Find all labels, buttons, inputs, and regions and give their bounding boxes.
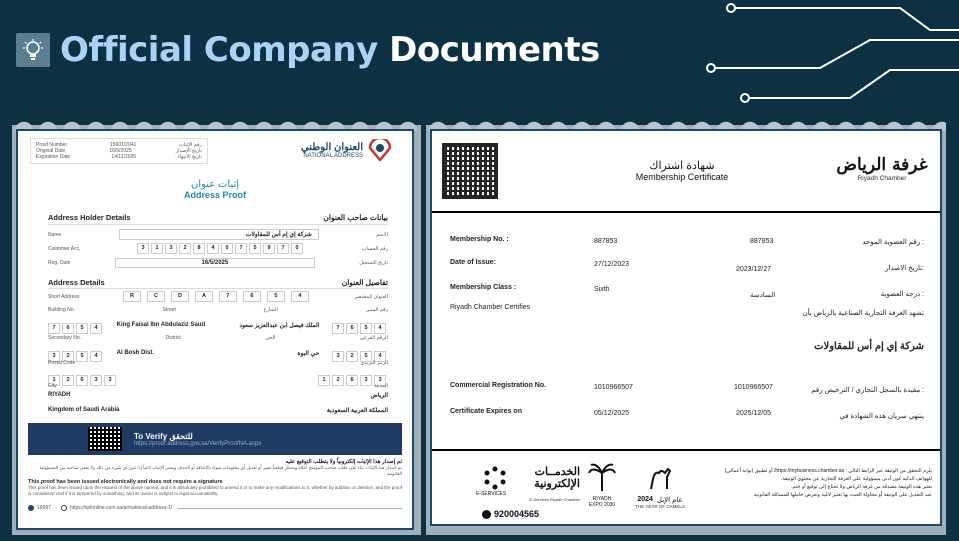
country-en: Kingdom of Saudi Arabia (48, 407, 120, 413)
footer-ar-line2: تم إصدار هذا الإثبات بناء على طلب صاحب الموضح أعلاه ويحظر قطعياً تغيير أو تعديل أي معلومات سواء بالإضافة أو الحذف ويعتبر الإثبات لاغياً إذا تبين أي شيء من ذلك ولا يعفى صاحبه من المسؤولية القانونية (39, 465, 402, 476)
district-ar-label: الحي (265, 335, 276, 341)
street-label: Street (162, 307, 176, 313)
digit-cell: 0 (291, 243, 303, 254)
note-item: للهواتف الذكية كون أدنى مسؤولية على الغرفة التجارية عن محتوى الوثيقة. (781, 476, 932, 482)
original-date-label: Original Date (36, 148, 66, 154)
eservices-dots-icon (482, 465, 508, 491)
char-cell: A (195, 291, 213, 302)
note-item: تعتبر هذه الوثيقة مصدقة من غرفة الرياض ولا تحتاج إلى توقيع أو ختم. (791, 484, 932, 490)
char-cell: D (171, 291, 189, 302)
char-cell: 6 (243, 291, 261, 302)
digit-cell: 1 (151, 243, 163, 254)
digit-cell: 4 (374, 323, 386, 334)
expiry-value-en: 05/12/2025 (594, 410, 630, 417)
verify-bar[interactable] (28, 423, 402, 455)
company-name-ar: شركة إي إم أس للمقاولات (814, 341, 924, 352)
verify-url-link[interactable]: https://proof.address.gov.sa/VerifyProofNA.aspx (134, 440, 262, 447)
riyadh-expo-logo (582, 461, 622, 508)
char-cell: R (123, 291, 141, 302)
char-cell: C (147, 291, 165, 302)
page-header (16, 30, 600, 70)
certifies-ar: تشهد الغرفة التجارية الصناعية بالرياض بأن (802, 310, 924, 317)
expiration-date-ar: تاريخ الانتهاء (177, 154, 202, 160)
digit-cell: 6 (62, 323, 74, 334)
footer-en-line: This proof has been issued upon the request of the above named, and it is absolutely prohibited to amend it or to make any modifications to it, whether by addition or deletion, and the proof is considered void if it is tampered by something, and its owner is subject to legal accountability. (28, 485, 402, 496)
verify-label-ar: للتحقق (169, 431, 193, 441)
camels-en: THE YEAR OF CAMELS (635, 504, 685, 509)
digit-cell: 9 (263, 243, 275, 254)
customer-label: Customer Acc. (48, 245, 81, 252)
expiry-label: Certificate Expires on (450, 408, 522, 415)
original-date-ar: تاريخ الإصدار (175, 148, 202, 154)
certificate-title-en: Membership Certificate (635, 172, 729, 182)
footer-ar-line1: تم إصدار هذا الإثبات إلكترونياً ولا يتطلب التوقيع عليه (285, 459, 402, 465)
reg-date-ar-label: تاريخ التسجيل (359, 260, 388, 266)
name-ar-label: الاسم (376, 231, 388, 238)
certificate-notes (700, 467, 932, 499)
digit-cell: 7 (332, 323, 344, 334)
digit-cell: 7 (235, 243, 247, 254)
membership-no-value-en: 887853 (594, 238, 618, 245)
customer-digits (137, 243, 305, 254)
issue-date-label: Date of Issue: (450, 259, 496, 266)
note-item: عند التعديل على الوثيقة أو محاولة العبث بها تعتبر لاغية وتعرض حاملها للمسائلة القانونية (753, 492, 932, 498)
original-date-value: 16/5/2025 (109, 148, 132, 154)
digit-cell: 7 (48, 323, 60, 334)
digit-cell: 5 (249, 243, 261, 254)
membership-class-value-en: Sixth (594, 286, 610, 293)
certificate-qr-code[interactable] (442, 143, 498, 199)
street-ar-label: الشارع (263, 307, 278, 313)
membership-certificate (430, 129, 942, 526)
digit-cell: 3 (137, 243, 149, 254)
name-label: Name (48, 231, 62, 238)
chamber-logo-en: Riyadh Chamber (857, 175, 907, 182)
customer-ar-label: رقم الحساب (361, 245, 388, 252)
camel-icon (649, 465, 671, 491)
lightbulb-icon (16, 33, 50, 67)
digit-cell: 2 (346, 351, 358, 362)
digit-cell: 4 (90, 323, 102, 334)
digit-cell: 2 (62, 375, 74, 386)
title-part-1: Official Company (60, 30, 378, 70)
digit-cell: 8 (193, 243, 205, 254)
membership-no-label-ar: رقم العضوية الموحد : (862, 239, 924, 246)
eservices-logo (470, 465, 580, 502)
digit-cell: 4 (90, 351, 102, 362)
year-of-camels-logo (628, 465, 692, 509)
page-title (60, 30, 600, 70)
holder-heading-en: Address Holder Details (48, 213, 131, 222)
expiration-date-value: 14/11/2025 (111, 154, 137, 160)
holder-heading-ar: بيانات صاحب العنوان (323, 213, 388, 222)
char-cell: 4 (291, 291, 309, 302)
location-pin-icon (367, 139, 393, 161)
building-label: Building No. (48, 307, 75, 313)
address-heading-en: Address Details (48, 278, 105, 287)
proof-phone: 19997 (37, 505, 51, 511)
street-en: King Faisal Ibn Abdulaziz Saud (116, 322, 206, 328)
certificate-title-ar: شهادة اشتراك (649, 160, 715, 172)
expo-line1: RIYADH (592, 496, 612, 502)
expiry-label-ar: ينتهي سريان هذه الشهادة في (839, 413, 924, 420)
national-address-en: NATIONAL ADDRESS (303, 152, 363, 159)
verify-label-en: To Verify (134, 431, 168, 441)
membership-class-label: Membership Class : (450, 284, 517, 291)
country-ar: المملكة العربية السعودية (326, 408, 388, 414)
proof-number-label: Proof Number (36, 142, 68, 148)
secondary-label: Secondary No. (48, 335, 82, 341)
digit-cell: 3 (104, 375, 116, 386)
camels-year: 2024 (637, 496, 653, 503)
digit-cell: 0 (221, 243, 233, 254)
digit-cell: 3 (90, 375, 102, 386)
eservices-sub: E-Services Riyadh Chamber (529, 497, 580, 502)
proof-title-en: Address Proof (183, 190, 246, 200)
digit-cell: 1 (48, 375, 60, 386)
short-address-label: Short Address (48, 293, 80, 300)
digit-cell: 3 (360, 375, 372, 386)
cr-value-en: 1010966507 (594, 384, 633, 391)
reg-date-value: 16/5/2025 (115, 258, 315, 268)
proof-number-value: 15601/2041 (109, 142, 137, 148)
city-label: City (48, 383, 57, 389)
postal-ar-label: الرمز البريدي (360, 360, 388, 366)
digit-cell: 7 (277, 243, 289, 254)
city-ar-label: المدينة (373, 383, 388, 389)
digit-cell: 1 (318, 375, 330, 386)
phone-icon (28, 505, 34, 511)
postal-label: Postal Code (48, 360, 76, 366)
cr-label: Commercial Registration No. (450, 382, 547, 389)
district-en: Al Bosh Dist. (116, 350, 154, 356)
eservices-en: E-SERVICES (476, 491, 507, 497)
footer-en-bold: This proof has been issued electronically and does not require a signature (28, 479, 223, 485)
national-address-ar: العنوان الوطني (300, 141, 363, 153)
digit-cell: 3 (374, 375, 386, 386)
palm-tree-icon (587, 461, 617, 491)
digit-cell: 5 (360, 351, 372, 362)
camels-ar: عام الإبل (656, 497, 683, 504)
district-label: District (165, 335, 181, 341)
digit-cell: 4 (374, 351, 386, 362)
chamber-logo-ar: غرفة الرياض (836, 155, 928, 175)
digit-cell: 6 (346, 323, 358, 334)
certifies-en: Riyadh Chamber Certifies (450, 304, 531, 311)
city-en: RIYADH (48, 392, 71, 398)
membership-no-label: Membership No. : (450, 236, 509, 243)
char-cell: 7 (219, 291, 237, 302)
digit-cell: 5 (76, 351, 88, 362)
digit-cell: 3 (165, 243, 177, 254)
secondary-ar-label: الرقم الفرعي (359, 335, 388, 341)
proof-meta-box (30, 138, 208, 164)
building-ar-label: رقم المبنى (365, 307, 388, 313)
short-address-cells (123, 291, 311, 302)
expiration-date-label: Expiration Date (36, 154, 71, 160)
membership-class-label-ar: درجة العضوية : (880, 291, 924, 298)
district-ar: حي البوة (297, 350, 320, 357)
proof-website-link[interactable]: https://splonline.com.sa/ar/national-address-1/ (69, 505, 173, 511)
short-address-ar-label: العنوان المختصر (354, 293, 388, 300)
digit-cell: 6 (346, 375, 358, 386)
expiry-value-ar: 2025/12/05 (736, 410, 772, 417)
issue-date-value-en: 27/12/2023 (594, 261, 630, 268)
name-value: شركة إي إم أس للمقاولات (119, 229, 319, 240)
title-part-2: Documents (389, 30, 600, 70)
digit-cell: 2 (332, 375, 344, 386)
issue-date-value-ar: 2023/12/27 (736, 266, 772, 273)
digit-cell: 2 (179, 243, 191, 254)
digit-cell: 3 (48, 351, 60, 362)
membership-class-value-ar: السادسة (750, 292, 776, 299)
address-proof-document (16, 129, 414, 530)
issue-date-label-ar: تاريخ الاصدار: (885, 265, 924, 272)
digit-cell: 6 (76, 375, 88, 386)
verify-qr-code[interactable] (88, 427, 122, 451)
phone-icon (482, 510, 491, 519)
national-address-logo (268, 139, 393, 161)
digit-cell: 4 (207, 243, 219, 254)
membership-no-value-ar: 887853 (750, 238, 774, 245)
digit-cell: 2 (62, 351, 74, 362)
digit-cell: 5 (76, 323, 88, 334)
char-cell: 5 (267, 291, 285, 302)
address-heading-ar: تفاصيل العنوان (341, 278, 388, 287)
reg-date-label: Reg. Date (48, 260, 71, 266)
street-ar: الملك فيصل ابن عبدالعزيز سعود (239, 322, 320, 329)
digit-cell: 5 (360, 323, 372, 334)
cr-value-ar: 1010966507 (734, 384, 773, 391)
eservices-ar: الخدمــات الإلكترونية (534, 466, 580, 490)
note-item: يلزم التحقق من الوثيقة عبر الرابط التالي : https://mybusiness.chamber.sa/ أو تطبيق (بوابة أعمالي) (724, 468, 932, 474)
proof-title-ar: إثبات عنوان (190, 179, 240, 190)
phone-number: 920004565 (494, 509, 540, 519)
city-ar: الرياض (370, 393, 388, 399)
expo-line2: EXPO 2030 (588, 502, 616, 508)
certificate-phone (482, 509, 539, 519)
digit-cell: 3 (332, 351, 344, 362)
globe-icon (61, 505, 67, 511)
cr-label-ar: مقيدة بالسجل التجاري / الترخيص رقم : (811, 387, 924, 394)
proof-number-ar: رقم الإثبات (179, 142, 202, 148)
